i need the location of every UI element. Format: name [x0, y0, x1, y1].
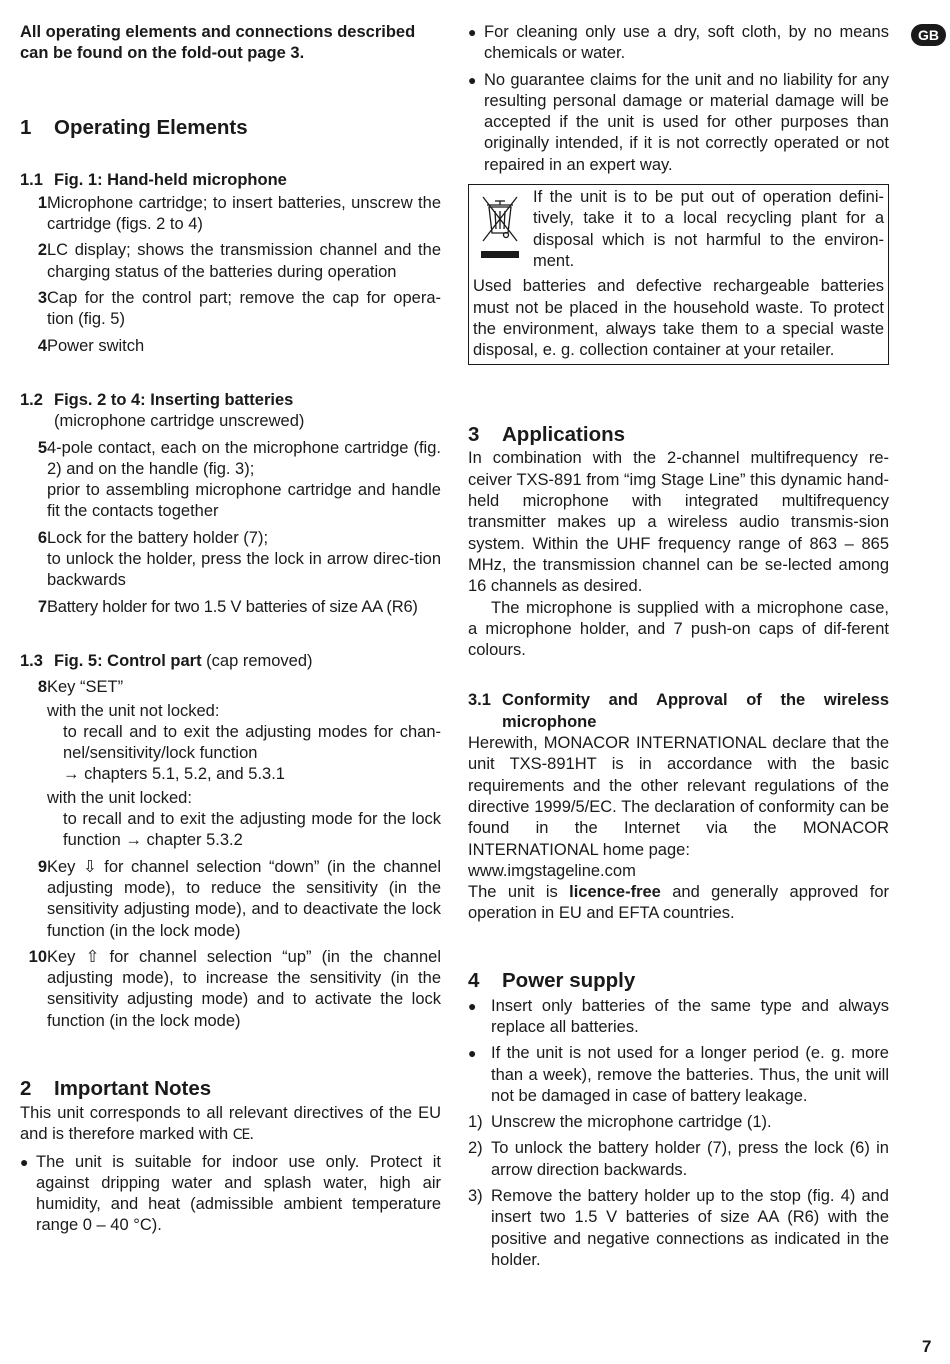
list-item: 8 Key “SET” with the unit not locked: to recall and to exit the adjusting modes for chan-nel/sensitivity/lock function → chapters 5.1, 5.2, and 5.3.1 with the unit locked: to recall and to exit the adjusting mode for the lock function → chapter 5.3.2	[37, 678, 441, 850]
bullet-icon: ●	[468, 1045, 477, 1062]
bullet-icon: ●	[20, 1153, 29, 1170]
list-item: 2 LC display; shows the transmission channel and the charging status of the batteries during operation	[37, 241, 441, 281]
section-1-2-heading: 1.2 Figs. 2 to 4: Inserting batteries	[20, 390, 294, 409]
disposal-notice-text: If the unit is to be put out of operation defini-tively, take it to a local recycling plant for a disposal which is not harmful to the environ-ment.	[533, 188, 884, 270]
section-2-intro: This unit corresponds to all relevant directives of the EU and is therefore marked with CE.	[20, 1103, 441, 1144]
section-1-heading: 1 Operating Elements	[20, 115, 248, 139]
section-4-heading: 4 Power supply	[468, 968, 636, 992]
crossed-bin-icon	[473, 187, 533, 272]
bullet-item: ● No guarantee claims for the unit and no liability for any resulting personal damage or material damage will be accepted if the unit is used for other purposes than originally intended, if it is not correctly operated or not repaired in an expert way.	[468, 70, 889, 176]
page-number: 7	[922, 1337, 932, 1356]
section-3-1-licence: The unit is licence-free and generally approved for operation in EU and EFTA countries.	[468, 883, 889, 923]
section-1-3-list	[20, 677, 441, 1032]
section-1-3-heading: 1.3 Fig. 5: Control part (cap removed)	[20, 651, 313, 670]
bullet-item: ● Insert only batteries of the same type and always replace all batteries.	[468, 996, 889, 1039]
disposal-notice-box	[468, 184, 889, 365]
list-item: 10 Key ⇧ for channel selection “up” (in the channel adjusting mode), to increase the sensitivity (in the sensitivity adjusting mode) and to activate the lock function (in the lock mode)	[28, 947, 441, 1030]
bullet-item: ● For cleaning only use a dry, soft cloth, by no means chemicals or water.	[468, 22, 889, 65]
battery-disposal-text: Used batteries and defective rechargeable batteries must not be placed in the household waste. To protect the environment, always take them to a special waste disposal, e. g. collection container at your retailer.	[473, 277, 884, 360]
list-item: 5 4-pole contact, each on the microphone cartridge (fig. 2) and on the handle (fig. 3); prior to assembling microphone cartridge and handle fit the contacts together	[37, 438, 441, 521]
section-3-para: In combination with the 2-channel multifrequency re-ceiver TXS-891 from “img Stage Line” this dynamic hand-held microphone with integrated multifrequency transmitter makes up a wireless audio transmis-sion system. Within the UHF frequency range of 863 – 865 MHz, the transmission channel can be se-lected among 16 channels as desired.	[468, 449, 889, 596]
website-link[interactable]: www.imgstageline.com	[468, 861, 636, 880]
ce-mark: CE	[232, 1127, 250, 1144]
step-item: 1) Unscrew the microphone cartridge (1).	[468, 1113, 772, 1132]
step-item: 3) Remove the battery holder up to the stop (fig. 4) and insert two 1.5 V batteries of size AA (R6) with the positive and negative connections as indicated in the holder.	[468, 1187, 889, 1269]
list-item: 7 Battery holder for two 1.5 V batteries of size AA (R6)	[37, 597, 418, 616]
section-3-heading: 3 Applications	[468, 423, 626, 447]
list-item: 4 Power switch	[37, 336, 145, 355]
bullet-icon: ●	[468, 71, 477, 88]
list-item: 1 Microphone cartridge; to insert batteries, unscrew the cartridge (figs. 2 to 4)	[37, 193, 441, 234]
section-1-2-list	[20, 438, 441, 618]
left-column	[20, 22, 441, 1237]
list-item: 9 Key ⇩ for channel selection “down” (in the channel adjusting mode), to reduce the sensitivity (in the sensitivity adjusting mode), and to deactivate the lock function (in the lock mode)	[37, 857, 441, 940]
list-item: 3 Cap for the control part; remove the cap for opera-tion (fig. 5)	[37, 289, 441, 329]
section-3-1-heading: 3.1 Conformity and Approval of the wireless microphone	[468, 691, 889, 731]
bullet-icon: ●	[468, 997, 477, 1014]
bullet-item: ● The unit is suitable for indoor use only. Protect it against dripping water and splash water, high air humidity, and heat (admissible ambient temperature range 0 – 40 °C).	[20, 1152, 441, 1237]
section-1-1-heading: 1.1 Fig. 1: Hand-held microphone	[20, 170, 287, 189]
section-1-1-list	[20, 193, 441, 357]
bullet-item: ● If the unit is not used for a longer period (e. g. more than a week), remove the batteries. Thus, the unit will not be damaged in case of battery leakage.	[468, 1043, 889, 1107]
section-3-1-para: Herewith, MONACOR INTERNATIONAL declare that the unit TXS-891HT is in accordance with the basic requirements and the other relevant regulations of the directive 1999/5/EC. The declaration of conformity can be found in the Internet via the MONACOR INTERNATIONAL home page:	[468, 734, 889, 859]
bullet-icon: ●	[468, 24, 477, 40]
right-column	[468, 22, 889, 1271]
section-1-2-subtitle: (microphone cartridge unscrewed)	[54, 412, 305, 431]
language-badge: GB	[911, 24, 946, 46]
section-2-heading: 2 Important Notes	[20, 1076, 212, 1100]
list-item: 6 Lock for the battery holder (7); to unlock the holder, press the lock in arrow direc-tion backwards	[37, 528, 441, 590]
section-3-para: The microphone is supplied with a microphone case, a microphone holder, and 7 push-on caps of dif-ferent colours.	[468, 598, 889, 660]
intro-note: All operating elements and connections described can be found on the fold-out page 3.	[20, 23, 416, 63]
step-item: 2) To unlock the battery holder (7), press the lock (6) in arrow direction backwards.	[468, 1139, 889, 1179]
